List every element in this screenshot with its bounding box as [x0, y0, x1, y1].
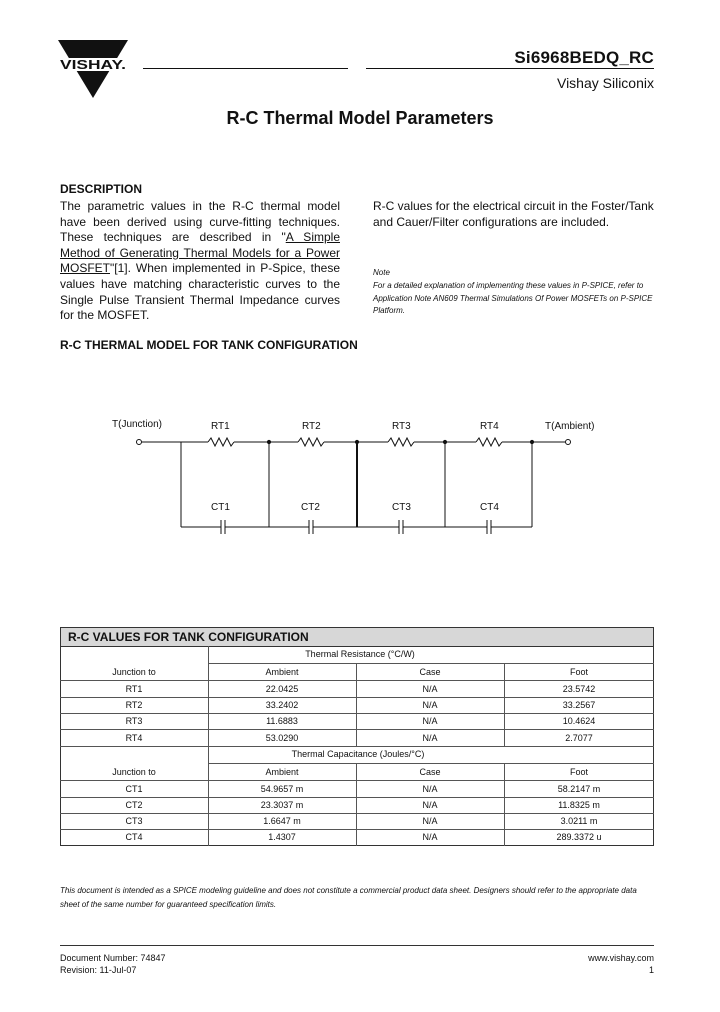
table-cell: N/A	[422, 716, 438, 726]
table-cell: CT1	[125, 784, 143, 794]
table-cell: 23.3037 m	[260, 800, 304, 810]
description-text-b: "[1]. When implemented in P-Spice, these values have matching characteristic curves to the Single Pulse Transient Thermal Impedance curves for the MOSFET.	[60, 261, 340, 323]
table-cell: N/A	[422, 832, 438, 842]
ct2-label: CT2	[301, 502, 320, 513]
rt3-label: RT3	[392, 421, 411, 432]
col-header-ambient: Ambient	[265, 667, 299, 677]
model-heading: R-C THERMAL MODEL FOR TANK CONFIGURATION	[60, 338, 358, 352]
col-header-foot: Foot	[569, 767, 588, 777]
description-body	[60, 199, 340, 324]
page-title: R-C Thermal Model Parameters	[226, 108, 494, 128]
header-rule-left	[143, 68, 348, 69]
col-header-junction: Junction to	[112, 667, 156, 677]
document-number: Document Number: 74847	[60, 953, 166, 963]
table-cell: 1.6647 m	[263, 816, 301, 826]
table-cell: N/A	[422, 700, 438, 710]
resistor-rt3	[388, 438, 414, 446]
col-header-case: Case	[419, 667, 441, 677]
table-cell: RT4	[125, 733, 143, 743]
table-cell: 11.6883	[266, 716, 298, 726]
ambient-terminal	[566, 440, 571, 445]
table-cell: CT2	[125, 800, 143, 810]
table-cell: 22.0425	[265, 684, 299, 694]
note-label: Note	[373, 268, 390, 277]
footer-rule	[60, 945, 654, 946]
capacitance-caption: Thermal Capacitance (Joules/°C)	[291, 749, 425, 759]
table-cell: 289.3372 u	[556, 832, 602, 842]
table-cell: 1.4307	[268, 832, 296, 842]
col-header-foot: Foot	[569, 667, 588, 677]
table-cell: N/A	[422, 800, 438, 810]
table-cell: RT1	[125, 684, 143, 694]
col-header-junction: Junction to	[112, 767, 156, 777]
table-cell: 3.0211 m	[560, 816, 598, 826]
table-cell: 33.2567	[562, 700, 596, 710]
resistance-caption: Thermal Resistance (°C/W)	[305, 649, 415, 659]
junction-terminal	[137, 440, 142, 445]
vishay-logo	[58, 38, 128, 100]
note-text: For a detailed explanation of implementing these values in P-SPICE, refer to Application Note AN609 Thermal Simulations Of Power MOSFETs on P-SPICE Platform.	[373, 281, 653, 315]
table-cell: RT3	[125, 716, 143, 726]
reference-link[interactable]: A Simple Method of Generating Thermal Models for a Power MOSFET	[60, 230, 340, 276]
capacitor-ct2	[309, 520, 313, 534]
table-cell: N/A	[422, 733, 438, 743]
configuration-text: R-C values for the electrical circuit in the Foster/Tank and Cauer/Filter configurations are included.	[373, 199, 654, 229]
table-cell: 23.5742	[562, 684, 596, 694]
rt1-label: RT1	[211, 421, 230, 432]
header-rule-right	[366, 68, 654, 69]
table-cell: RT2	[125, 700, 143, 710]
table-cell: 2.7077	[565, 733, 593, 743]
table-cell: 54.9657 m	[260, 784, 304, 794]
company-name: Vishay Siliconix	[556, 75, 654, 91]
table-cell: 33.2402	[265, 700, 299, 710]
table-cell: 11.8325 m	[558, 800, 600, 810]
revision: Revision: 11-Jul-07	[60, 965, 137, 975]
junction-label: T(Junction)	[112, 419, 163, 430]
page-number: 1	[648, 965, 654, 975]
tank-circuit-diagram	[100, 405, 640, 545]
website-link[interactable]: www.vishay.com	[588, 953, 654, 963]
resistor-rt1	[208, 438, 234, 446]
capacitor-ct3	[399, 520, 403, 534]
description-text-a: The parametric values in the R-C thermal model have been derived using curve-fitting techniques. These techniques are described in "	[60, 199, 340, 245]
description-heading: DESCRIPTION	[60, 182, 143, 196]
rt4-label: RT4	[480, 421, 499, 432]
resistor-rt4	[476, 438, 502, 446]
ambient-label: T(Ambient)	[545, 421, 595, 432]
ct1-label: CT1	[211, 502, 230, 513]
table-cell: N/A	[422, 784, 438, 794]
table-cell: CT4	[125, 832, 143, 842]
table-title: R-C VALUES FOR TANK CONFIGURATION	[68, 630, 309, 644]
part-number: Si6968BEDQ_RC	[514, 48, 654, 67]
table-cell: 10.4624	[562, 716, 596, 726]
ct3-label: CT3	[392, 502, 411, 513]
logo-text: VISHAY.	[60, 58, 126, 72]
col-header-ambient: Ambient	[265, 767, 299, 777]
rt2-label: RT2	[302, 421, 321, 432]
disclaimer: This document is intended as a SPICE modeling guideline and does not constitute a commercial product data sheet. Designers should refer to the appropriate data sheet of the same number for guaranteed specification limits.	[60, 886, 637, 909]
table-cell: N/A	[422, 684, 438, 694]
capacitor-ct4	[487, 520, 491, 534]
table-cell: 53.0290	[265, 733, 299, 743]
ct4-label: CT4	[480, 502, 499, 513]
table-cell: 58.2147 m	[557, 784, 601, 794]
capacitor-ct1	[221, 520, 225, 534]
col-header-case: Case	[419, 767, 441, 777]
table-cell: N/A	[422, 816, 438, 826]
resistor-rt2	[298, 438, 324, 446]
table-cell: CT3	[125, 816, 143, 826]
